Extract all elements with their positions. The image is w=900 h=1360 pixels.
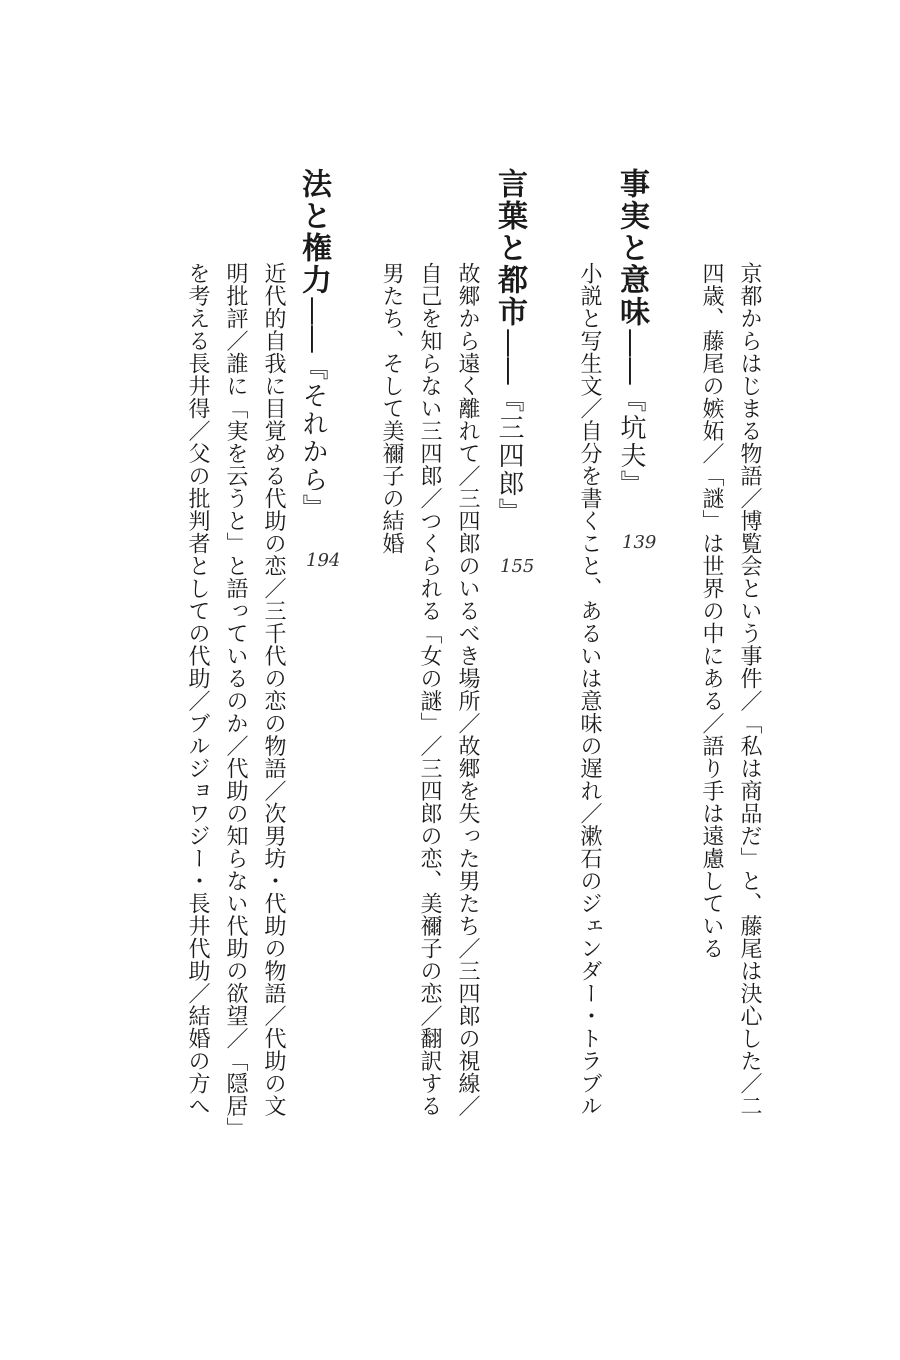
section-heading-3 xyxy=(296,168,331,522)
page-number: 139 xyxy=(622,532,657,553)
heading-work: 『それから』 xyxy=(298,354,328,522)
heading-title: 法と権力 xyxy=(296,168,331,296)
heading-dash: —— xyxy=(614,328,649,384)
text-line: 近代的自我に目覚める代助の恋／三千代の恋の物語／次男坊・代助の物語／代助の文 xyxy=(261,262,286,1117)
text-line: 明批評／誰に「実を云うと」と語っているのか／代助の知らない代助の欲望／「隠居」 xyxy=(223,262,248,1140)
text-line: 小説と写生文／自分を書くこと、あるいは意味の遅れ／漱石のジェンダー・トラブル xyxy=(577,262,602,1117)
text-line: 自己を知らない三四郎／つくられる「女の謎」／三四郎の恋、美禰子の恋／翻訳する xyxy=(417,262,442,1117)
text-line: 故郷から遠く離れて／三四郎のいるべき場所／故郷を失った男たち／三四郎の視線／ xyxy=(455,262,480,1117)
heading-dash: —— xyxy=(492,328,527,384)
heading-title: 言葉と都市 xyxy=(492,168,527,328)
text-line: 京都からはじまる物語／博覧会という事件／「私は商品だ」と、藤尾は決心した／二 xyxy=(737,262,762,1117)
heading-work: 『坑夫』 xyxy=(616,386,646,498)
page-number: 155 xyxy=(500,556,535,577)
section-heading-1 xyxy=(614,168,649,498)
text-line: 男たち、そして美禰子の結婚 xyxy=(379,262,404,555)
heading-title: 事実と意味 xyxy=(614,168,649,328)
heading-dash: —— xyxy=(296,296,331,352)
heading-work: 『三四郎』 xyxy=(494,386,524,526)
text-line: を考える長井得／父の批判者としての代助／ブルジョワジー・長井代助／結婚の方へ xyxy=(185,262,210,1117)
page-number: 194 xyxy=(306,550,341,571)
text-line: 四歳、藤尾の嫉妬／「謎」は世界の中にある／語り手は遠慮している xyxy=(699,262,724,960)
section-heading-2 xyxy=(492,168,527,526)
